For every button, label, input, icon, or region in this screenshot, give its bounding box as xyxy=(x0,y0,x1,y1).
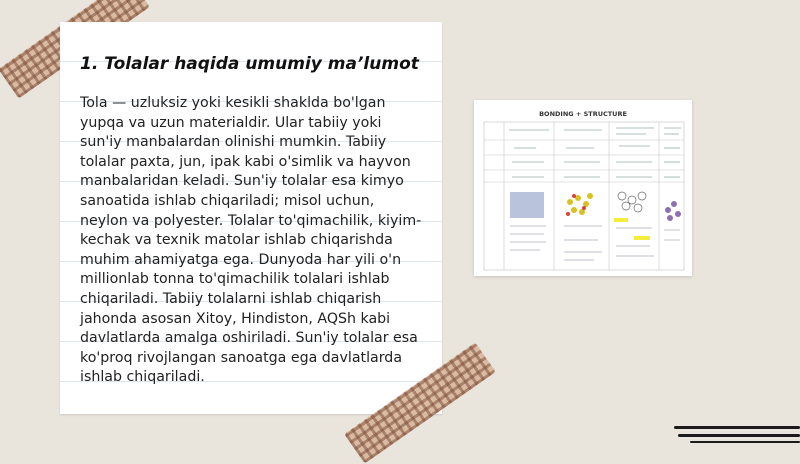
decorative-line-2 xyxy=(678,434,800,437)
bonding-table-graphic xyxy=(474,100,692,276)
decorative-line-3 xyxy=(690,441,800,443)
decorative-line-1 xyxy=(674,426,800,429)
slide-title: 1. Tolalar haqida umumiy ma’lumot xyxy=(80,54,419,74)
slide-body-text: Tola — uzluksiz yoki kesikli shaklda bo'lgan yupqa va uzun materialdir. Ular tabiiy yoki sun'iy manbalardan olinishi mumkin. Tabiiy tolalar paxta, jun, ipak kabi o'simlik va hayvon manbalaridan keladi. Sun'iy tolalar esa kimyo sanoatida ishlab chiqariladi; misol uchun, neylon va polyester. Tolalar to'qimachilik, kiyim-kechak va texnik matolar ishlab chiqarishda muhim ahamiyatga ega. Dunyoda har yili o'n millionlab tonna to'qimachilik tolalari ishlab chiqariladi. Tabiiy tolalarni ishlab chiqarish jahonda asosan Xitoy, Hindiston, AQSh kabi davlatlarda amalga oshiriladi. Sun'iy tolalar esa ko'proq rivojlangan sanoatga ega davlatlarda ishlab chiqariladi. xyxy=(80,95,422,386)
image-title: BONDING + STRUCTURE xyxy=(539,110,627,118)
bonding-structure-image xyxy=(474,100,692,276)
